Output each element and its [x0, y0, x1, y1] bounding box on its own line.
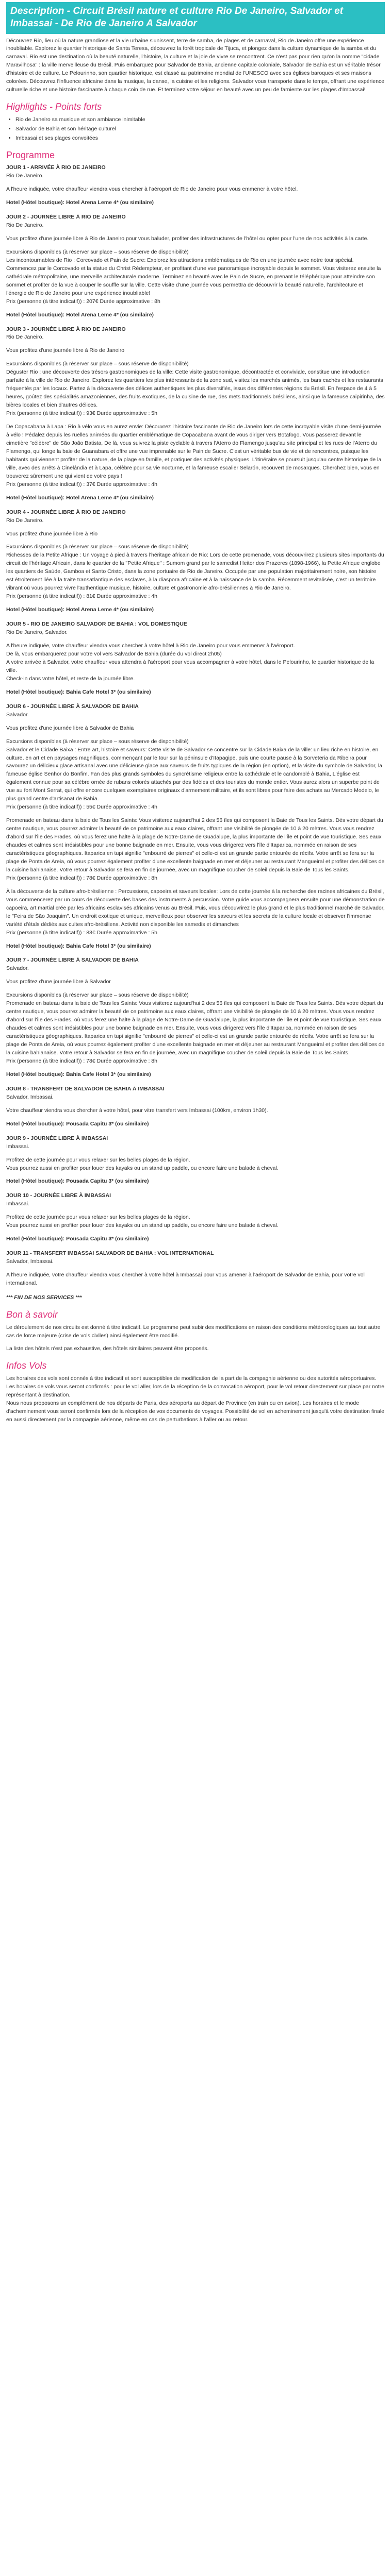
day-paragraph: Vous profitez d'une journée libre à Salvador: [6, 979, 111, 985]
day-hotel: Hotel (Hôtel boutique): Pousada Capitu 3* (ou similaire): [6, 1120, 149, 1127]
day-paragraph: Profitez de cette journée pour vous relaxer sur les belles plages de la région. Vous pourrez aussi en profiter pour louer des kayaks ou un stand up paddle, ou encore faire une balade à cheval.: [6, 1156, 279, 1171]
day-title: JOUR 3 - JOURNÉE LIBRE À RIO DE JANEIRO: [6, 326, 126, 332]
highlight-item: • Rio de Janeiro sa musique et son ambiance inimitable: [15, 116, 385, 124]
highlight-item: • Salvador de Bahia et son héritage culturel: [15, 125, 385, 133]
programme-day: [6, 620, 385, 697]
day-place: Rio De Janeiro.: [6, 334, 44, 341]
infos-vols-heading: Infos Vols: [6, 1360, 47, 1371]
day-paragraph: Vous profitez d'une journée libre à Rio de Janeiro: [6, 347, 125, 354]
bon-a-savoir-heading: Bon à savoir: [6, 1309, 58, 1320]
infos-vols-text: [6, 1375, 385, 1424]
day-paragraph: Excursions disponibles (à réserver sur place – sous réserve de disponibilité) Promenade en bateau dans la baie de Tous les Saints: Vous visiterez aujourd'hui 2 des 56 îles qui composent la Baie de Tous les Saints. Dès votre départ du centre nautique, vous pourrez admirer la beauté de ce patrimoine aux eaux claires, offrant une visibilité de plongée de 10 à 20 mètres. Vous vous rendrez d'abord sur l'île des Frades, où vous ferez une halte à la plage de Notre-Dame de Guadalupe, la plus importante de l'île et point de vue touristique. Ses eaux chaudes et calmes sont irrésistibles pour une bonne baignade en mer. Ensuite, vous vous dirigerez vers l'île d'Itaparica, nommée en raison de ses caractéristiques géographiques. Itaparica en tupi signifie "enbourré de pierres" et celle-ci est un grande partie entourée de récifs. Votre arrêt se fera sur la plage de Ponta de Areia, où vous pourrez également profiter d'une excellente baignade en mer et déjeuner au restaurant Mangueiral et profiter des délices de la cuisine bahianaise. Votre retour à Salvador se fera en fin de journée, avec un magnifique coucher de soleil depuis la Baie de Tous les Saints. Prix (personne (à titre indicatif)) : 78€ Durée approximative : 8h: [6, 992, 385, 1064]
programme-day: [6, 1135, 385, 1186]
day-paragraph: De Copacabana à Lapa : Rio à vélo vous en aurez envie: Découvrez l'histoire fascinante de Rio de Janeiro lors de cette incroyable visite d'une demi-journée à vélo ! Pédalez depuis les ruelles animées du quartier emblématique de Copacabana avant de vous diriger vers Botafogo. Vous passerez devant le cimetière "célèbre" de São João Batista, De là, vous suivrez la piste cyclable à travers l'Aterro do Flamengo jusqu'au site principal et les rues de l'Aterro du Flamengo, qui longe la baie de Guanabara et offre une vue imprenable sur le Pain de Sucre. C'est un véritable bus de vie et de rencontres, puisque les habitants qui viennent profiter de la nature, de la plage en famille, et pratiquer des activités physiques. L'itinéraire se poursuit jusqu'au centre historique de la ville, avec des arrêts à Cinelândia et à Lapa, célèbre pour sa vie nocturne, et la fameuse escalier Selarón, recouvert de mosaïques. Cherchez bien, vous en trouverez sûrement une qui vient de votre pays ! Prix (personne (à titre indicatif)) : 37€ Durée approximative : 4h: [6, 424, 382, 487]
day-hotel: Hotel (Hôtel boutique): Pousada Capitu 3* (ou similaire): [6, 1178, 149, 1185]
day-description: [6, 725, 385, 937]
highlight-item: • Imbassai et ses plages convoitées: [15, 134, 385, 143]
day-place: Rio De Janeiro.: [6, 173, 44, 179]
bon-a-savoir-text: [6, 1324, 385, 1354]
day-title: JOUR 8 - TRANSFERT DE SALVADOR DE BAHIA À IMBASSAI: [6, 1085, 165, 1092]
day-paragraph: A l'heure indiquée, votre chauffeur viendra vous chercher à l'aéroport de Rio de Janeiro pour vous emmener à votre hôtel.: [6, 186, 298, 193]
day-paragraph: Vous profitez d'une journée libre à Salvador de Bahia: [6, 725, 134, 731]
day-description: [6, 1214, 385, 1230]
day-hotel: Hotel (Hôtel boutique): Bahia Cafe Hotel 3* (ou similaire): [6, 942, 151, 949]
day-hotel: Hotel (Hôtel boutique): Bahia Cafe Hotel 3* (ou similaire): [6, 688, 151, 695]
day-description: [6, 530, 385, 601]
day-paragraph: Promenade en bateau dans la baie de Tous les Saints: Vous visiterez aujourd'hui 2 des 56 îles qui composent la Baie de Tous les Saints. Dès votre départ du centre nautique, vous pourrez admirer la beauté de ce patrimoine aux eaux claires, offrant une visibilité de plongée de 10 à 20 mètres. Vous vous rendrez d'abord sur l'île des Frades, où vous ferez une halte à la plage de Notre-Dame de Guadalupe, la plus importante de l'île et point de vue touristique. Ses eaux chaudes et calmes sont irrésistibles pour une bonne baignade en mer. Ensuite, vous vous dirigerez vers l'île d'Itaparica, nommée en raison de ses caractéristiques géographiques. Itaparica en tupi signifie "enbourré de pierres" et celle-ci est un grande partie entourée de récifs. Votre arrêt se fera sur la plage de Ponta de Areia, où vous pourrez également profiter d'une excellente baignade en mer et déjeuner au restaurant Mangueiral et profiter des délices de la cuisine bahianaise. Votre retour à Salvador se fera en fin de journée, avec un magnifique coucher de soleil depuis la Baie de Tous les Saints. Prix (personne (à titre indicatif)) : 78€ Durée approximative : 8h: [6, 817, 385, 881]
day-paragraph: Vous profitez d'une journée libre à Rio de Janeiro pour vous baluder, profiter des infrastructures de l'hôtel ou opter pour l'une de nos activités à la carte.: [6, 235, 369, 242]
day-place: Salvador.: [6, 711, 29, 718]
programme-day: [6, 1192, 385, 1243]
day-hotel: Hotel (Hôtel boutique): Hotel Arena Leme 4* (ou similaire): [6, 607, 154, 613]
programme-day: [6, 164, 385, 207]
day-title: JOUR 7 - JOURNÉE LIBRE À SALVADOR DE BAHIA: [6, 957, 139, 964]
day-paragraph: Excursions disponibles (à réserver sur place – sous réserve de disponibilité) Déguster Rio : une découverte des trésors gastronomiques de la ville: Cette visite gastronomique, décontractée et conviviale, constitue une introduction parfaite à la ville de Rio de Janeiro. Explorez les quartiers les plus intéressants de la zone sud, visitez les marchés animés, les bars cachés et les restaurants fréquentés par les locaux. Partez à la découverte des délices authentiques les plus diversifiés, issus des différentes régions du Brésil. En l'espace de 4 à 5 heures, goûtez des spécialités amazoniennes, des fruits exotiques, de la cuisine de rue, des mets traditionnels brésiliens, ainsi que la fameuse caipirinha, des bières locales et bien d'autres délices. Prix (personne (à titre indicatif)) : 93€ Durée approximative : 5h: [6, 361, 385, 417]
programme-day: [6, 1250, 385, 1288]
day-paragraph: A l'heure indiquée, votre chauffeur viendra vous chercher à votre hôtel à Rio de Janeiro pour vous emmener à l'aéroport. De là, vous embarquerez pour votre vol vers Salvador de Bahia (durée du vol direct 2h05) A votre arrivée à Salvador, votre chauffeur vous attendra à l'aéroport pour vous accompagner à votre hôtel, dans le Pelourinho, le quartier historique de la ville. Check-in dans votre hôtel, et reste de la journée libre.: [6, 643, 374, 682]
programme-day: [6, 326, 385, 502]
day-title: JOUR 10 - JOURNÉE LIBRE À IMBASSAI: [6, 1192, 111, 1199]
day-title: JOUR 1 - ARRIVÉE À RIO DE JANEIRO: [6, 164, 106, 171]
day-place: Rio De Janeiro, Salvador.: [6, 629, 68, 636]
day-paragraph: Votre chauffeur viendra vous chercher à votre hôtel, pour vitre transfert vers Imbassai (100km, environ 1h30).: [6, 1107, 268, 1114]
day-hotel: Hotel (Hôtel boutique): Bahia Cafe Hotel 3* (ou similaire): [6, 1071, 151, 1077]
infos-vols-paragraph: Les horaires des vols sont donnés à titre indicatif et sont susceptibles de modification de la part de la compagnie aérienne ou des autorités aéroportuaires. Les horaires de vols vous seront confirmés : pour le vol aller, lors de la réception de la convocation aéroport, pour le vol retour directement sur place par notre représentant à destination. Nous nous proposons un complément de nos départs de Paris, des aéroports au départ de Province (en train ou en avion). Les horaires et le mode d'acheminement vous seront confirmés lors de la réception de vos documents de voyages. Possibilité de vol en acheminement jusqu'à votre destination finale en aussi directement par la compagnie aérienne, même en cas de perturbations à l'aller ou au retour.: [6, 1375, 385, 1423]
day-place: Salvador.: [6, 965, 29, 972]
day-paragraph: Vous profitez d'une journée libre à Rio: [6, 530, 98, 537]
intro-text: Découvrez Rio, lieu où la nature grandiose et la vie urbaine s'unissent, terre de samba, de plages et de carnaval, Rio de Janeiro offre une expérience inoubliable. Explorez le quartier historique de Santa Teresa, découvrez la forêt tropicale de Tijuca, et plongez dans la culture dynamique de la samba et du carnaval. Rio est une destination où la beauté naturelle, l'histoire, la culture et la joie de vivre se rencontrent. Ce n'est pas pour rien qu'on la nomme "cidade Maravilhosa" : la ville merveilleuse du Brésil. Puis embarquez pour Salvador de Bahia, ancienne capitale coloniale, Salvador de Bahia est un véritable trésor d'histoire et de culture. Le Pelourinho, son quartier historique, est classé au patrimoine mondial de l'UNESCO avec ses églises baroques et ses maisons colorées. Découvrez l'influence africaine dans la musique, la danse, la cuisine et les religions. Salvador vous transporte dans le temps, offrant une expérience culturelle riche et une histoire fascinante à chaque coin de rue. Et terminez votre séjour en beauté avec un peu de farniente sur les plages d'Imbassai!: [6, 37, 385, 93]
programme-day: [6, 509, 385, 614]
highlights-heading: Highlights - Points forts: [6, 102, 102, 112]
day-description: [6, 1271, 385, 1288]
highlights-list: [6, 116, 385, 143]
day-description: [6, 1156, 385, 1173]
day-place: Rio De Janeiro.: [6, 517, 44, 524]
day-place: Imbassai.: [6, 1201, 29, 1207]
day-description: [6, 186, 385, 194]
bon-a-savoir-paragraph: La liste des hôtels n'est pas exhaustive, des hôtels similaires peuvent être proposés.: [6, 1345, 209, 1352]
day-place: Salvador, Imbassai.: [6, 1093, 54, 1100]
programme-day: [6, 956, 385, 1079]
programme-heading: Programme: [6, 149, 55, 160]
day-paragraph: Excursions disponibles (à réserver sur place – sous réserve de disponibilité) Salvador et le Cidade Baixa : Entre art, histoire et saveurs: Cette visite de Salvador se concentre sur la Cidade Baixa de la ville: un lieu riche en histoire, en culture, en art et en paysages magnifiques, commençant par le tour sur la péninsule d'Itapagipe, puis une courte pause à la Sorveteria da Ribeira pour savourez un délicieux glace artisanal avec une délicieuse glace aux saveurs de fruits typiques de la région (en option), et la visite du symbole de Salvador, la fameuse église Senhor do Bonfim. Fan des plus grands symboles du syncrétisme religieux entre la cathédrale et le candomblé à Bahia, L'église est également connue pour sa célèbre ornée de rubans colorés attachés par des fidèles et des touristes du monde entier. Vous aurez alors un superbe point de vue au fort Mont Serrat, qui offre encore quelques exemplaires originaux d'armement militaire, et ils sont libres pour faire des achats au Mercado Modelo, le plus grand centre d'artisanat de Bahia. Prix (personne (à titre indicatif)) : 55€ Durée approximative : 4h: [6, 738, 383, 811]
programme-day: [6, 213, 385, 319]
programme-days: [6, 164, 385, 1288]
day-description: [6, 642, 385, 683]
page-title: Description - Circuit Brésil nature et culture Rio De Janeiro, Salvador et Imbassai - De Rio de Janeiro A Salvador: [6, 2, 385, 34]
day-title: JOUR 5 - RIO DE JANEIRO SALVADOR DE BAHIA : VOL DOMESTIQUE: [6, 621, 187, 628]
day-paragraph: Excursions disponibles (à réserver sur place – sous réserve de disponibilité) Les incontournables de Rio : Corcovado et Pain de Sucre: Explorez les attractions emblématiques de Rio en une journée avec notre tour spécial. Commencez par le Corcovado et la statue du Christ Rédempteur, en profitant d'une vue panoramique incroyable depuis le sommet. Vous visiterez ensuite la cathédrale métropolitaine, une merveille architecturale moderne. Terminez en beauté avec le Pain de Sucre, en prenant le téléphérique pour atteindre son sommet et profiter de la vue à couper le souffle sur la ville. Cette visite d'une journée vous permettra de découvrir la beauté naturelle, l'architecture et l'énergie de Rio de Janeiro pour une expérience inoubliable! Prix (personne (à titre indicatif)) : 207€ Durée approximative : 8h: [6, 248, 381, 305]
day-paragraph: À la découverte de la culture afro-brésilienne : Percussions, capoeira et saveurs locales: Lors de cette journée à la recherche des racines africaines du Brésil, vous commencerez par un cours de découverte des bases des instruments à percussion. Votre guide vous accompagnera ensuite pour une démonstration de capoeira, art martial crée par les africains esclavisés africains venus au Brésil. Puis, vous découvrirez le plus grand et le plus traditionnel marché de Salvador, le "Feira de São Joaquim". Un endroit exotique et unique, merveilleux pour observer les saveurs et les secrets de la culture locale et observer l'immense variété d'étals dédiés aux cultes afro-brésiliens. Activité non disponible les samedis et dimanches Prix (personne (à titre indicatif)) : 83€ Durée approximative : 5h: [6, 888, 385, 936]
day-title: JOUR 11 - TRANSFERT IMBASSAI SALVADOR DE BAHIA : VOL INTERNATIONAL: [6, 1250, 214, 1257]
day-description: [6, 347, 385, 489]
day-hotel: Hotel (Hôtel boutique): Pousada Capitu 3* (ou similaire): [6, 1236, 149, 1242]
programme-day: [6, 1085, 385, 1129]
day-description: [6, 978, 385, 1066]
day-hotel: Hotel (Hôtel boutique): Hotel Arena Leme 4* (ou similaire): [6, 199, 154, 206]
day-title: JOUR 6 - JOURNÉE LIBRE À SALVADOR DE BAHIA: [6, 703, 139, 710]
day-title: JOUR 2 - JOURNÉE LIBRE À RIO DE JANEIRO: [6, 214, 126, 221]
bon-a-savoir-paragraph: Le déroulement de nos circuits est donné à titre indicatif. Le programme peut subir des modifications en raison des conditions météorologiques au tout autre cas de force majeure (crise de vols civiles) ainsi également être modifié.: [6, 1324, 381, 1339]
day-hotel: Hotel (Hôtel boutique): Hotel Arena Leme 4* (ou similaire): [6, 311, 154, 318]
day-paragraph: Excursions disponibles (à réserver sur place – sous réserve de disponibilité) Richesses de la Petite Afrique : Un voyage à pied à travers l'héritage africain de Rio: Lors de cette promenade, vous découvrirez plusieurs sites importants du circuit de l'héritage Africain, dans le quartier de la "Petite Afrique" : Sumom grand par le samedist Heitor dos Prazeres (1898-1966), la Petite Afrique englobe les quartiers de Saúde, Gamboa et Santo Cristo, dans la zone portuaire de Rio de Janeiro. Occupée par une population majoritairement noire, son histoire est étroitement liée à la traite transatlantique des esclaves, à la diaspora africaine et à la naissance de la samba. Récemment revitalisée, c'est un territoire vibrant où vous pourrez vivre l'authentique musique, histoire, culture et gastronomie afro-brésiliennes à Rio de Janeiro. Prix (personne (à titre indicatif)) : 81€ Durée approximative : 4h: [6, 544, 384, 600]
day-place: Imbassai.: [6, 1143, 29, 1150]
day-place: Rio De Janeiro.: [6, 222, 44, 228]
end-of-services: *** FIN DE NOS SERVICES ***: [6, 1294, 82, 1301]
day-title: JOUR 4 - JOURNÉE LIBRE À RIO DE JANEIRO: [6, 509, 126, 515]
day-place: Salvador, Imbassai.: [6, 1258, 54, 1265]
day-description: [6, 235, 385, 306]
programme-day: [6, 703, 385, 951]
day-paragraph: Profitez de cette journée pour vous relaxer sur les belles plages de la région. Vous pourrez aussi en profiter pour louer des kayaks ou un stand up paddle, ou encore faire une balade à cheval.: [6, 1214, 279, 1229]
day-paragraph: A l'heure indiquée, votre chauffeur viendra vous chercher à votre hôtel à Imbassai pour vous amener à l'aéroport de Salvador de Bahia, pour votre vol international.: [6, 1272, 365, 1287]
day-description: [6, 1107, 385, 1115]
day-title: JOUR 9 - JOURNÉE LIBRE À IMBASSAI: [6, 1135, 108, 1141]
day-hotel: Hotel (Hôtel boutique): Hotel Arena Leme 4* (ou similaire): [6, 494, 154, 501]
